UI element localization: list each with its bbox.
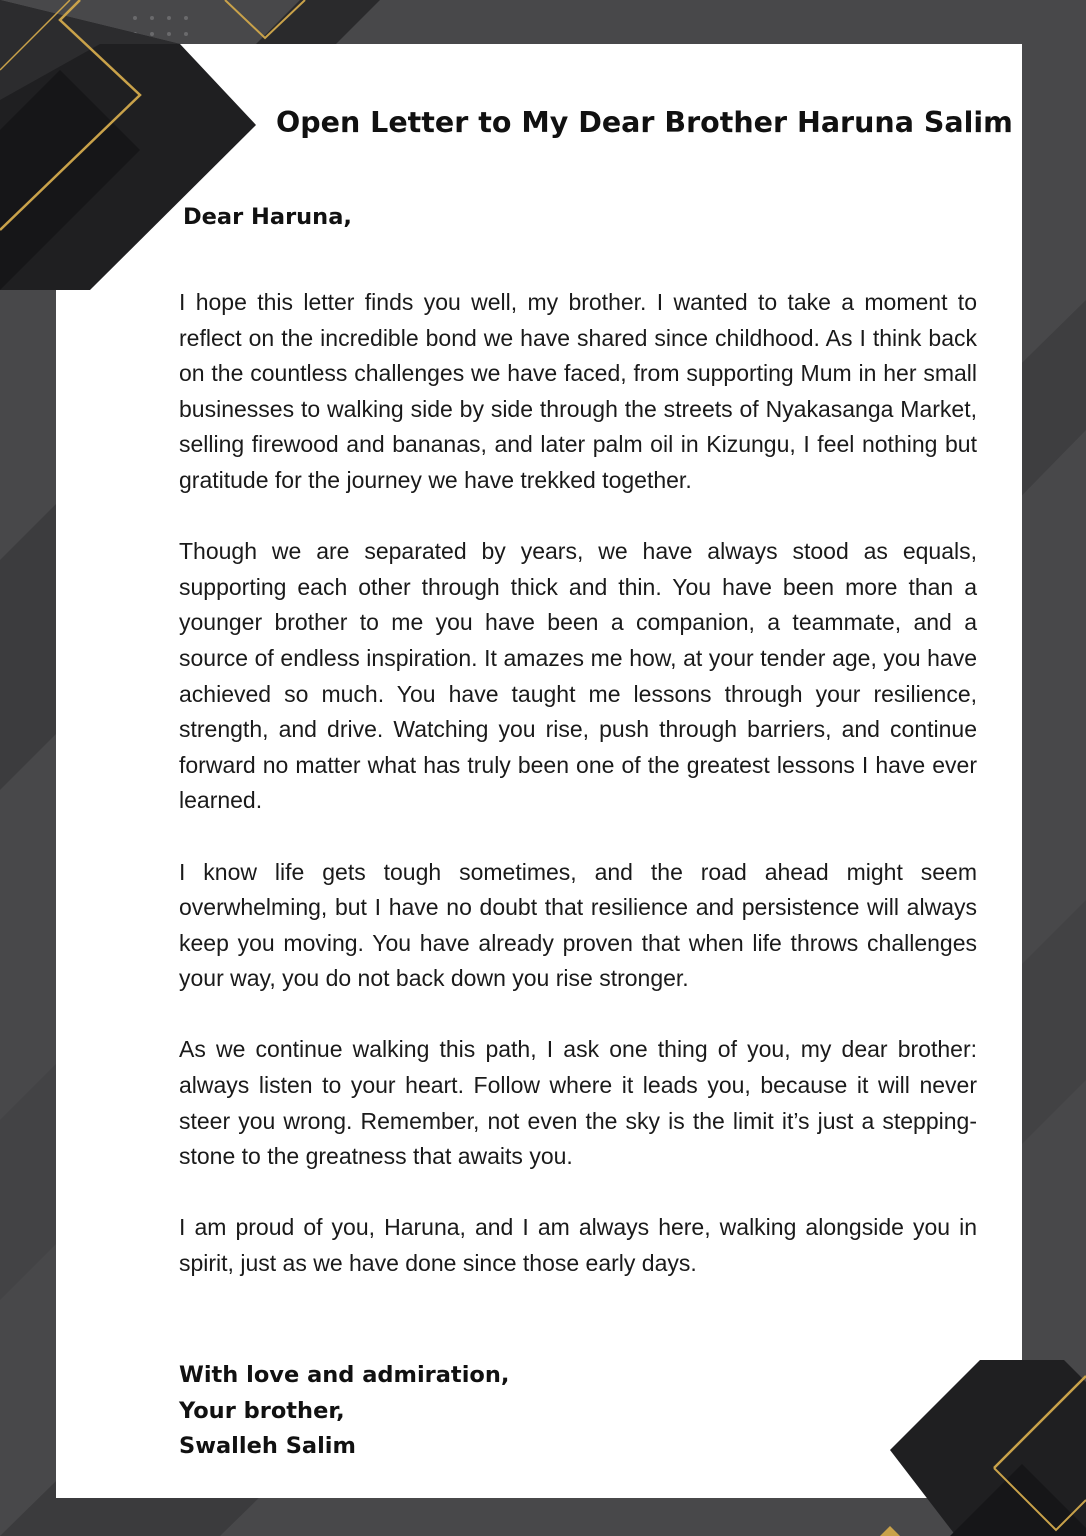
body-paragraph: I hope this letter finds you well, my brother. I wanted to take a moment to reflect on the incredible bond we have shared since childhood. As I think back on the countless challenges we have faced, from supporting Mum in her small businesses to walking side by side through the streets of Nyakasanga Market, selling firewood and bananas, and later palm oil in Kizungu, I feel nothing but gratitude for the journey we have trekked together. — [179, 289, 977, 493]
letter-closing — [179, 1358, 509, 1465]
letter-body — [179, 285, 977, 1317]
signature: Swalleh Salim — [179, 1433, 356, 1459]
corner-ornament-top-left — [0, 0, 300, 320]
body-paragraph: I know life gets tough sometimes, and the road ahead might seem overwhelming, but I have no doubt that resilience and persistence will always keep you moving. You have already proven that when life throws challenges your way, you do not back down you rise stronger. — [179, 858, 977, 992]
letter-greeting: Dear Haruna, — [183, 204, 352, 230]
closing-relation: Your brother, — [179, 1397, 345, 1424]
corner-ornament-bottom-right — [880, 1360, 1086, 1536]
body-paragraph: Though we are separated by years, we have always stood as equals, supporting each other through thick and thin. You have been more than a younger brother to me you have been a companion, a teammate, and a source of endless inspiration. It amazes me how, at your tender age, you have achieved so much. You have taught me lessons through your resilience, strength, and drive. Watching you rise, push through barriers, and continue forward no matter what has truly been one of the greatest lessons I have ever learned. — [179, 538, 977, 814]
closing-line: With love and admiration, — [179, 1362, 510, 1388]
body-paragraph: I am proud of you, Haruna, and I am always here, walking alongside you in spirit, just as we have done since those early days. — [179, 1214, 977, 1277]
body-paragraph: As we continue walking this path, I ask one thing of you, my dear brother: always listen to your heart. Follow where it leads you, because it will never steer you wrong. Remember, not even the sky is the limit it’s just a stepping-stone to the greatness that awaits you. — [179, 1036, 977, 1170]
letter-title: Open Letter to My Dear Brother Haruna Salim — [276, 106, 1013, 139]
